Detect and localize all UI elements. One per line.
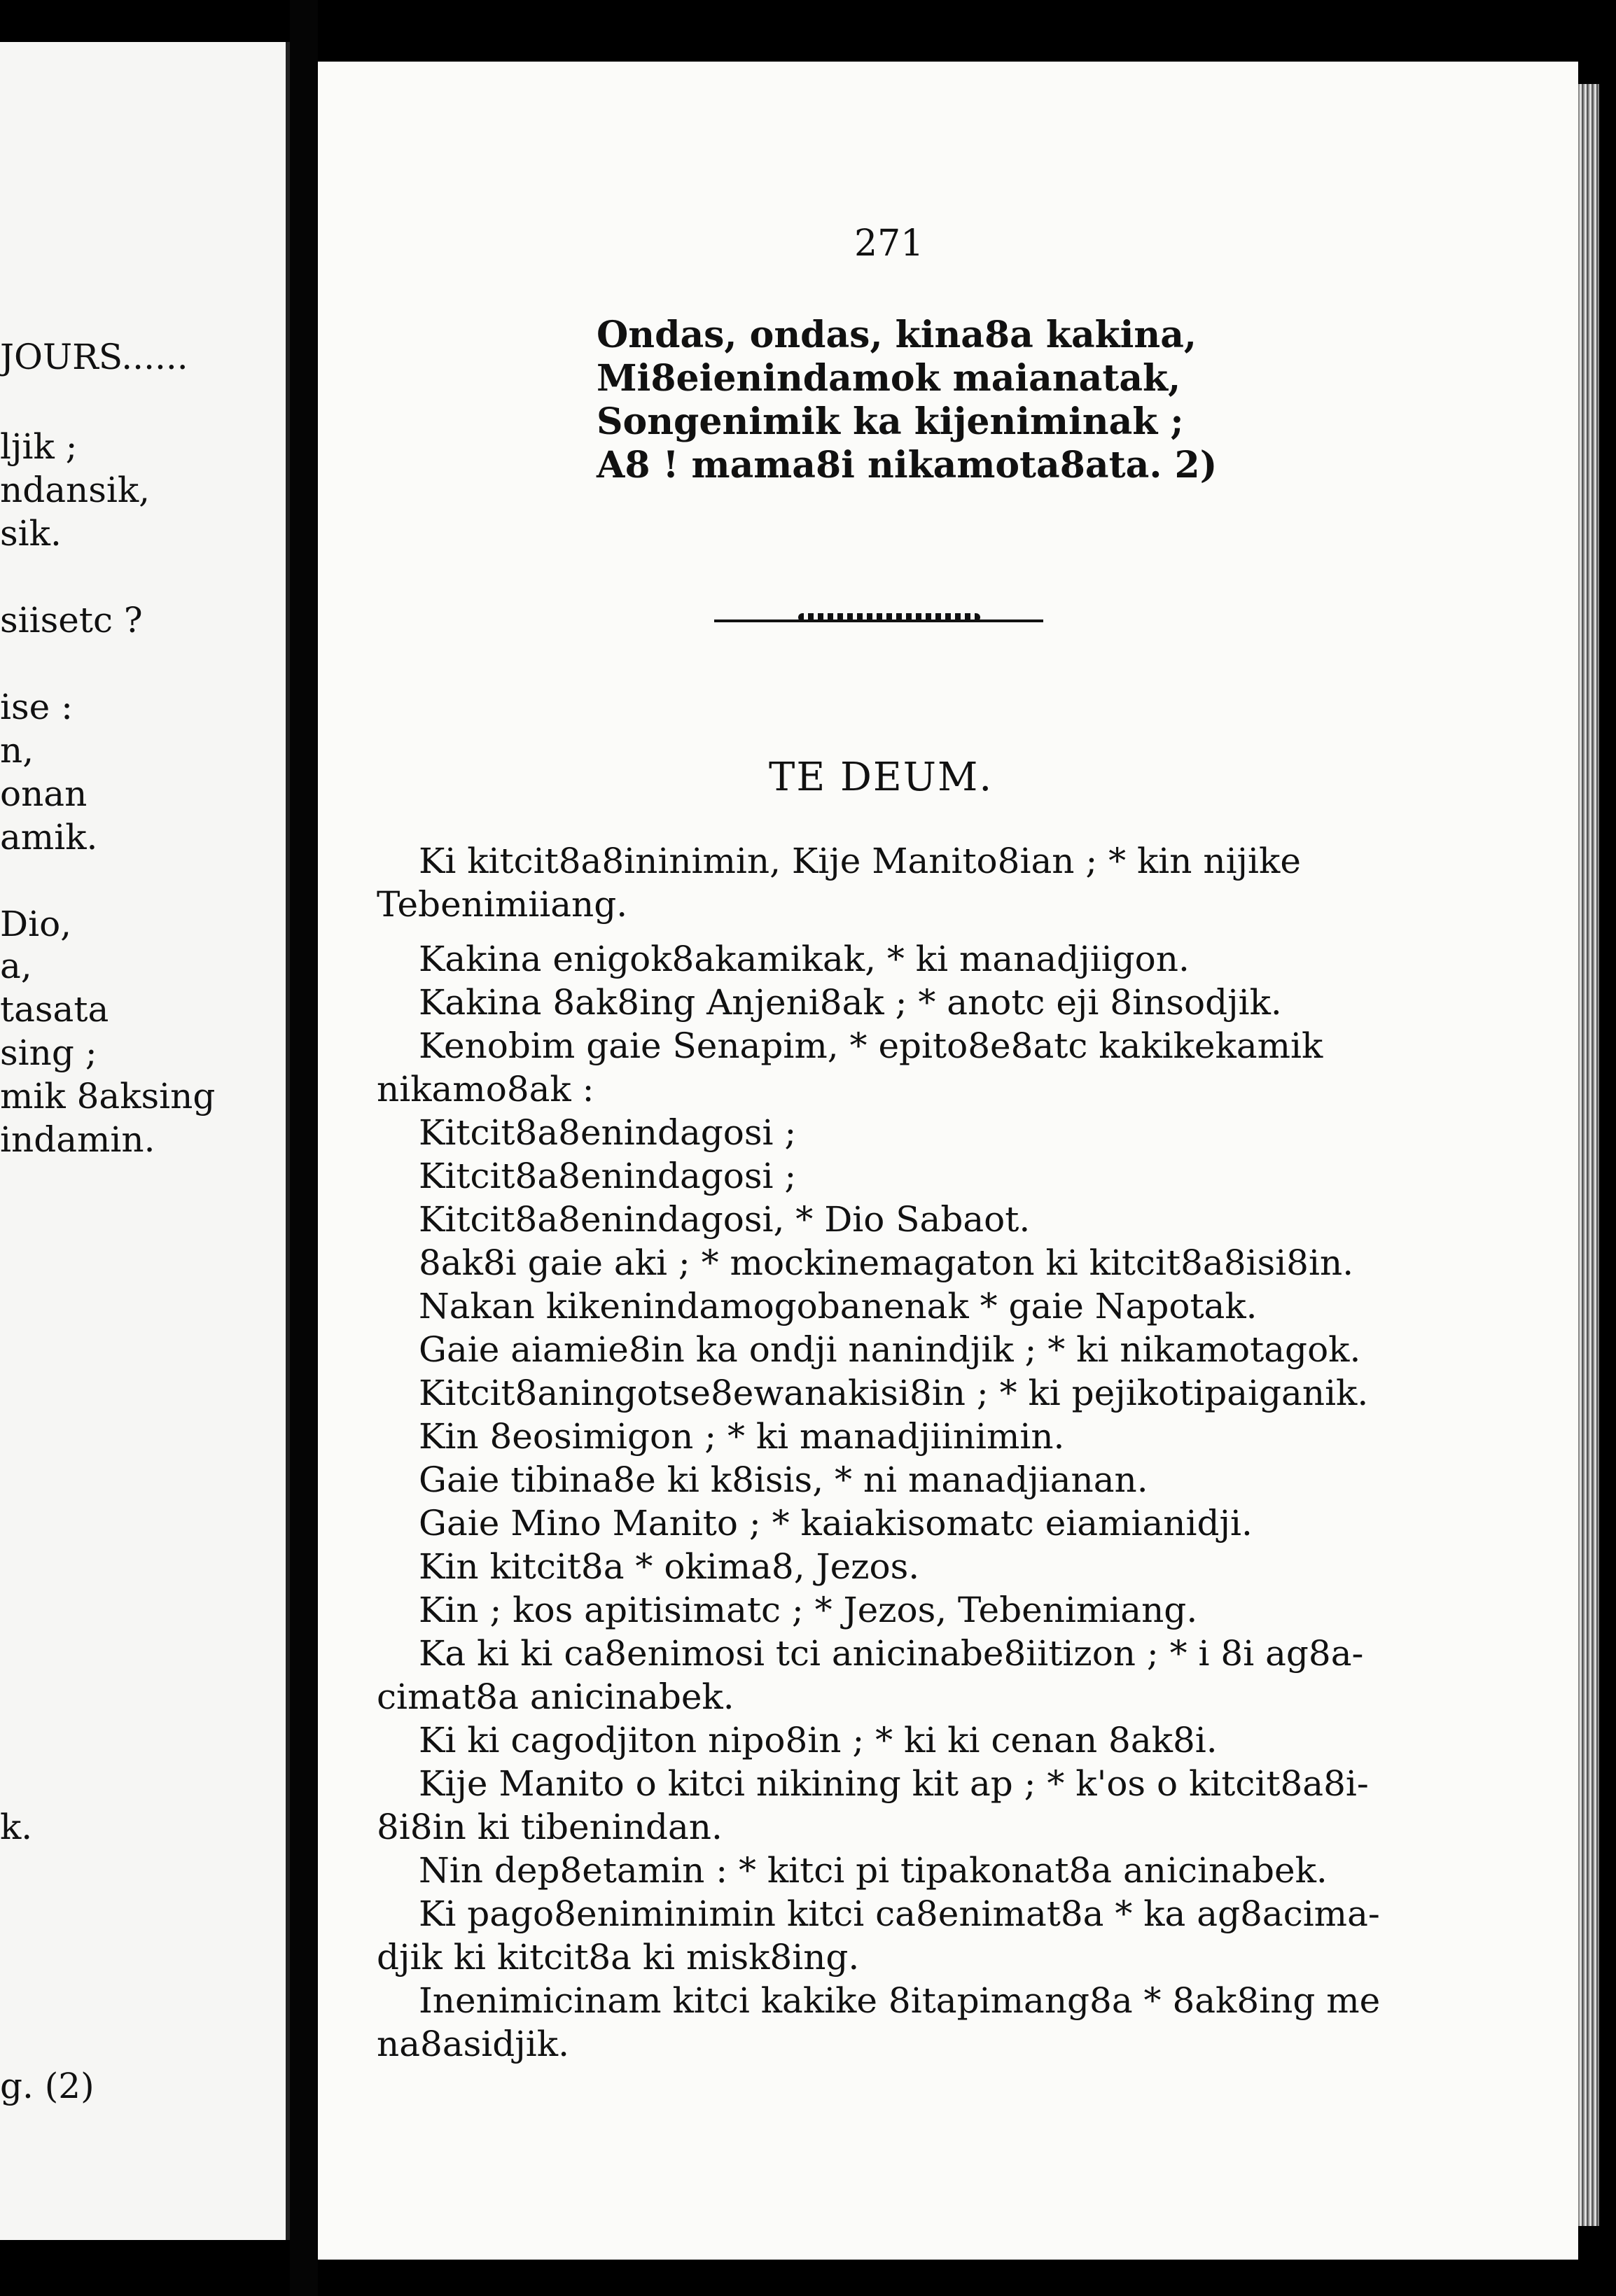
left-page-line: a, xyxy=(0,946,32,986)
text-line: Kitcit8a8enindagosi ; xyxy=(419,1156,797,1196)
left-page-line: amik. xyxy=(0,817,98,858)
text-line: Kin ; kos apitisimatc ; * Jezos, Tebenimiang. xyxy=(419,1590,1198,1630)
text-line: djik ki kitcit8a ki misk8ing. xyxy=(377,1937,860,1977)
text-line: Ki pago8eniminimin kitci ca8enimat8a * ka ag8acima- xyxy=(419,1893,1380,1934)
left-page-line: k. xyxy=(0,1807,33,1847)
text-line: Kakina enigok8akamikak, * ki manadjiigon. xyxy=(419,939,1190,979)
text-line: nikamo8ak : xyxy=(377,1069,594,1110)
left-page-line: g. (2) xyxy=(0,2066,95,2106)
left-page-line: ndansik, xyxy=(0,470,151,510)
left-page-line: sik. xyxy=(0,513,62,554)
text-line: Kakina 8ak8ing Anjeni8ak ; * anotc eji 8insodjik. xyxy=(419,982,1282,1023)
page-number: 271 xyxy=(854,223,924,265)
text-line: Kitcit8a8enindagosi, * Dio Sabaot. xyxy=(419,1199,1031,1240)
left-page-line: mik 8aksing xyxy=(0,1076,216,1116)
left-page-line: JOURS...... xyxy=(0,337,188,377)
left-page-line: Dio, xyxy=(0,904,72,944)
text-line: 8ak8i gaie aki ; * mockinemagaton ki kitcit8a8isi8in. xyxy=(419,1242,1354,1283)
text-line: na8asidjik. xyxy=(377,2024,569,2064)
left-page-line: n, xyxy=(0,730,34,771)
text-line: cimat8a anicinabek. xyxy=(377,1676,734,1717)
left-page-line: siisetc ? xyxy=(0,600,143,640)
stanza-line: Mi8eienindamok maianatak, xyxy=(597,357,1181,400)
left-page-line: ise : xyxy=(0,687,73,727)
text-line: Ki ki cagodjiton nipo8in ; * ki ki cenan 8ak8i. xyxy=(419,1720,1218,1760)
hymn-stanza xyxy=(597,314,1217,487)
text-line: Gaie Mino Manito ; * kaiakisomatc eiamianidji. xyxy=(419,1503,1253,1544)
text-line: Kije Manito o kitci nikining kit ap ; * k'os o kitcit8a8i- xyxy=(419,1763,1369,1804)
text-line: Gaie tibina8e ki k8isis, * ni manadjianan. xyxy=(419,1460,1148,1500)
ornamental-rule-flourish xyxy=(798,613,980,622)
page-edges xyxy=(1578,84,1599,2226)
text-line: Kitcit8aningotse8ewanakisi8in ; * ki pejikotipaiganik. xyxy=(419,1373,1369,1413)
text-line: 8i8in ki tibenindan. xyxy=(377,1807,723,1847)
text-line: Ki kitcit8a8ininimin, Kije Manito8ian ; * kin nijike xyxy=(419,841,1301,881)
text-line: Tebenimiiang. xyxy=(377,884,628,925)
text-line: Kin kitcit8a * okima8, Jezos. xyxy=(419,1546,920,1587)
text-line: Kin 8eosimigon ; * ki manadjiinimin. xyxy=(419,1416,1065,1457)
left-page-line: onan xyxy=(0,774,88,814)
section-title: TE DEUM. xyxy=(769,755,994,800)
text-line: Kenobim gaie Senapim, * epito8e8atc kakikekamik xyxy=(419,1026,1323,1066)
book-gutter xyxy=(290,0,318,2296)
text-line: Ka ki ki ca8enimosi tci anicinabe8iitizon ; * i 8i ag8a- xyxy=(419,1633,1364,1674)
text-line: Inenimicinam kitci kakike 8itapimang8a * 8ak8ing me xyxy=(419,1980,1381,2021)
stanza-line: Songenimik ka kijeniminak ; xyxy=(597,400,1184,443)
text-line: Nin dep8etamin : * kitci pi tipakonat8a anicinabek. xyxy=(419,1850,1328,1891)
left-page-line: ljik ; xyxy=(0,426,78,467)
stanza-line: A8 ! mama8i nikamota8ata. 2) xyxy=(597,444,1218,486)
text-line: Kitcit8a8enindagosi ; xyxy=(419,1112,797,1153)
left-page-line: sing ; xyxy=(0,1032,97,1073)
stanza-line: Ondas, ondas, kina8a kakina, xyxy=(597,314,1197,356)
left-page-line: tasata xyxy=(0,989,109,1030)
text-line: Nakan kikenindamogobanenak * gaie Napotak. xyxy=(419,1286,1258,1326)
left-page xyxy=(0,42,290,2240)
left-page-line: indamin. xyxy=(0,1119,155,1160)
text-line: Gaie aiamie8in ka ondji nanindjik ; * ki nikamotagok. xyxy=(419,1329,1361,1370)
